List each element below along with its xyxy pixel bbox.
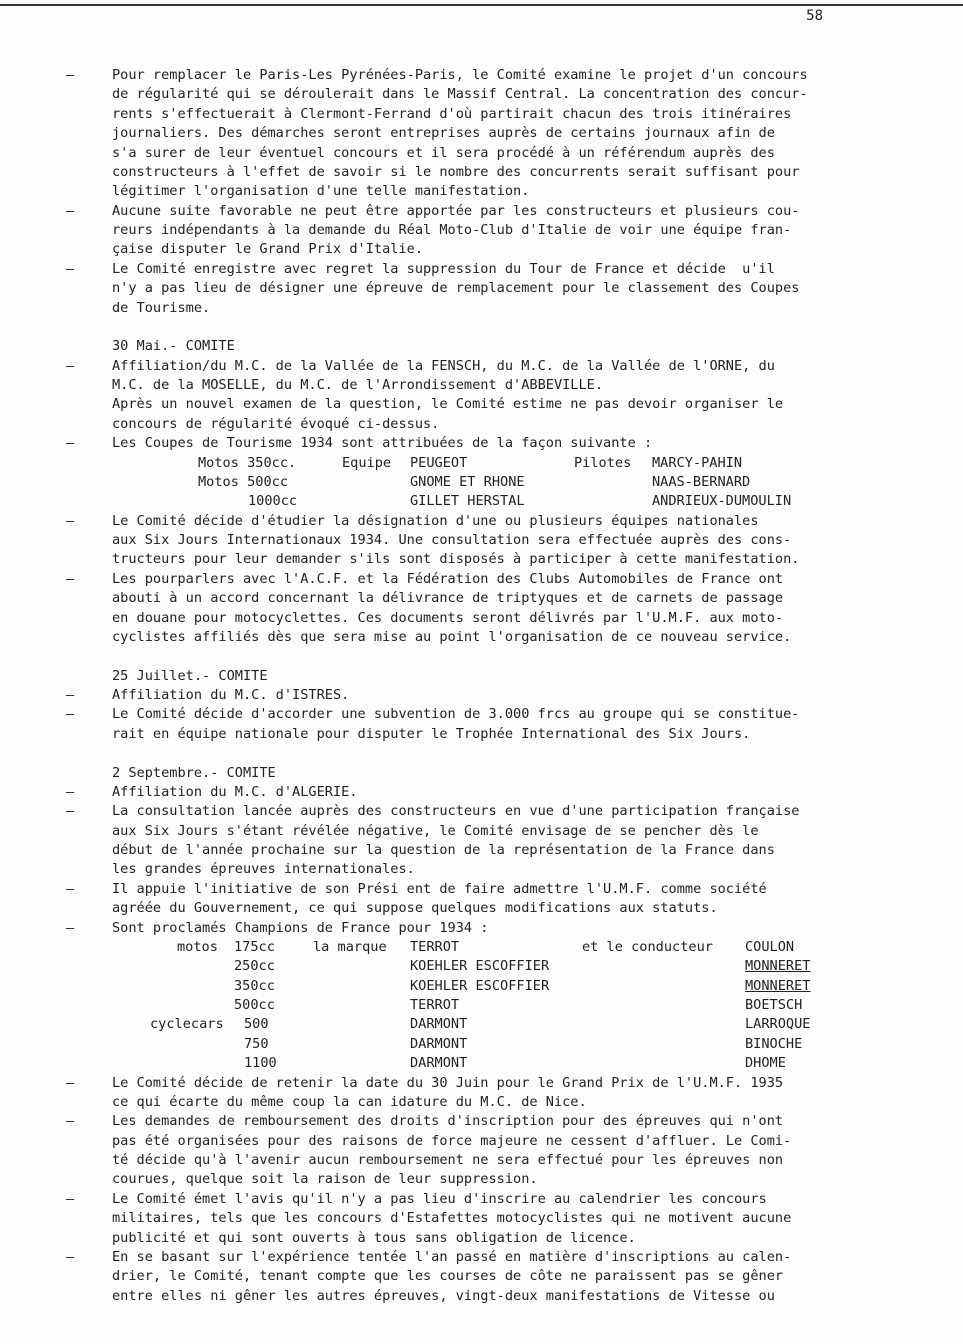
champion-row bbox=[0, 957, 963, 976]
item-line bbox=[0, 1170, 963, 1189]
heading-text: 30 Mai.- COMITE bbox=[112, 338, 235, 355]
item-line bbox=[0, 686, 963, 705]
bullet-dash: — bbox=[66, 67, 75, 83]
item-line bbox=[0, 783, 963, 802]
bullet-dash: — bbox=[66, 880, 75, 897]
section-heading bbox=[0, 337, 963, 356]
champion-row bbox=[0, 1015, 963, 1034]
line-text: La consultation lancée auprès des constructeurs en vue d'une participation française bbox=[112, 803, 800, 820]
line-text: militaires, tels que les concours d'Estafettes motocyclistes qui ne motivent aucune bbox=[112, 1210, 792, 1227]
line-text: Aucune suite favorable ne peut être apportée par les constructeurs et plusieurs cou- bbox=[112, 202, 800, 219]
champion-marque: TERROT bbox=[410, 938, 460, 955]
page-number: 58 bbox=[806, 8, 823, 24]
coupe-equipe: PEUGEOT bbox=[410, 454, 468, 471]
champion-row bbox=[0, 1054, 963, 1073]
item-line bbox=[0, 512, 963, 531]
champion-conducteur: COULON bbox=[745, 938, 795, 955]
champion-category: 250cc bbox=[234, 958, 275, 975]
item-line bbox=[0, 1248, 963, 1267]
line-text: Les pourparlers avec l'A.C.F. et la Fédération des Clubs Automobiles de France ont bbox=[112, 570, 784, 587]
bullet-dash: — bbox=[66, 357, 75, 374]
champion-marque: KOEHLER ESCOFFIER bbox=[410, 958, 550, 975]
bullet-dash: — bbox=[66, 1190, 75, 1207]
pilotes-label: Pilotes bbox=[574, 454, 632, 471]
line-text: publicité et qui sont ouverts à tous sans obligation de licence. bbox=[112, 1229, 636, 1246]
item-line bbox=[0, 124, 963, 143]
bullet-dash: — bbox=[66, 202, 75, 219]
item-line bbox=[0, 85, 963, 104]
line-text: çaise disputer le Grand Prix d'Italie. bbox=[112, 241, 423, 258]
coupe-pilotes: MARCY-PAHIN bbox=[652, 454, 743, 471]
equipe-label: Equipe bbox=[342, 454, 392, 471]
bullet-dash: — bbox=[66, 260, 75, 277]
champion-marque: DARMONT bbox=[410, 1055, 468, 1072]
champion-row bbox=[0, 938, 963, 957]
champion-category: 500 bbox=[244, 1016, 269, 1033]
bullet-dash: — bbox=[66, 570, 75, 587]
line-text: n'y a pas lieu de désigner une épreuve de remplacement pour le classement des Coupes bbox=[112, 280, 800, 297]
line-text: Il appuie l'initiative de son Prési ent de faire admettre l'U.M.F. comme société bbox=[112, 880, 767, 897]
line-text: Les demandes de remboursement des droits d'inscription pour des épreuves qui n'ont bbox=[112, 1113, 784, 1130]
champion-conducteur: DHOME bbox=[745, 1055, 786, 1072]
coupe-category: 1000cc bbox=[248, 493, 298, 510]
champion-conducteur: BINOCHE bbox=[745, 1035, 803, 1052]
item-line bbox=[0, 1229, 963, 1248]
marque-label: la marque bbox=[313, 938, 387, 955]
champion-conducteur: LARROQUE bbox=[745, 1016, 811, 1033]
item-line bbox=[0, 531, 963, 550]
champion-category: 750 bbox=[244, 1035, 269, 1052]
item-line bbox=[0, 182, 963, 201]
item-line bbox=[0, 221, 963, 240]
coupes-row bbox=[0, 492, 963, 511]
line-text: pas été organisées pour des raisons de force majeure ne cessent d'affluer. Le Comi- bbox=[112, 1132, 792, 1149]
item-line bbox=[0, 628, 963, 647]
bullet-dash: — bbox=[66, 687, 75, 703]
item-line bbox=[0, 434, 963, 453]
line-text: de régularité qui se déroulerait dans le Massif Central. La concentration des concur- bbox=[112, 86, 808, 103]
bullet-dash: — bbox=[66, 1074, 75, 1091]
blank-line bbox=[0, 744, 963, 763]
line-text: légitimer l'organisation d'une telle manifestation. bbox=[112, 183, 530, 200]
champion-category: 175cc bbox=[234, 938, 275, 955]
item-line bbox=[0, 1190, 963, 1209]
item-line bbox=[0, 376, 963, 395]
coupe-category: Motos 500cc bbox=[198, 473, 289, 490]
item-line bbox=[0, 880, 963, 899]
bullet-dash: — bbox=[66, 803, 75, 820]
top-rule bbox=[0, 4, 963, 6]
section-heading bbox=[0, 667, 963, 686]
coupe-pilotes: NAAS-BERNARD bbox=[652, 473, 751, 490]
item-line bbox=[0, 66, 963, 85]
line-text: Le Comité émet l'avis qu'il n'y a pas lieu d'inscrire au calendrier les concours bbox=[112, 1190, 767, 1207]
bullet-dash: — bbox=[66, 706, 75, 723]
line-text: Le Comité décide d'étudier la désignation d'une ou plusieurs équipes nationales bbox=[112, 512, 759, 529]
line-text: drier, le Comité, tenant compte que les courses de côte ne paraissent pas se gêner bbox=[112, 1268, 784, 1285]
item-line bbox=[0, 299, 963, 318]
item-line bbox=[0, 1074, 963, 1093]
item-line bbox=[0, 1132, 963, 1151]
item-line bbox=[0, 1151, 963, 1170]
line-text: de Tourisme. bbox=[112, 299, 211, 316]
heading-text: 25 Juillet.- COMITE bbox=[112, 667, 268, 684]
line-text: Les Coupes de Tourisme 1934 sont attribuées de la façon suivante : bbox=[112, 435, 653, 452]
bullet-dash: — bbox=[66, 1248, 75, 1265]
item-line bbox=[0, 105, 963, 124]
champion-conducteur: BOETSCH bbox=[745, 997, 803, 1013]
line-text: té décide qu'à l'avenir aucun remboursement ne sera effectué pour les épreuves non bbox=[112, 1152, 784, 1168]
item-line bbox=[0, 841, 963, 860]
line-text: Le Comité décide d'accorder une subvention de 3.000 frcs au groupe qui se constitue- bbox=[112, 706, 800, 723]
champion-group: motos bbox=[177, 938, 218, 955]
coupe-category: Motos 350cc. bbox=[198, 454, 297, 471]
item-line bbox=[0, 725, 963, 744]
line-text: Affiliation/du M.C. de la Vallée de la FENSCH, du M.C. de la Vallée de l'ORNE, du bbox=[112, 357, 775, 374]
text-line bbox=[0, 415, 963, 434]
item-line bbox=[0, 705, 963, 724]
line-text: concours de régularité évoqué ci-dessus. bbox=[112, 415, 440, 432]
line-text: ce qui écarte du même coup la can idature du M.C. de Nice. bbox=[112, 1093, 587, 1110]
line-text: Affiliation du M.C. d'ISTRES. bbox=[112, 687, 350, 703]
champion-row bbox=[0, 996, 963, 1015]
champion-category: 350cc bbox=[234, 977, 275, 994]
item-line bbox=[0, 1267, 963, 1286]
line-text: constructeurs à l'effet de savoir si le nombre des concurrents serait suffisant pour bbox=[112, 163, 800, 180]
champion-marque: DARMONT bbox=[410, 1016, 468, 1033]
line-text: entre elles ni gêner les autres épreuves, vingt-deux manifestations de Vitesse ou bbox=[112, 1287, 775, 1304]
line-text: journaliers. Des démarches seront entreprises auprès de certains journaux afin de bbox=[112, 125, 775, 142]
coupes-row bbox=[0, 454, 963, 473]
line-text: rait en équipe nationale pour disputer le Trophée International des Six Jours. bbox=[112, 725, 751, 742]
champion-category: 500cc bbox=[234, 997, 275, 1013]
bullet-dash: — bbox=[66, 1113, 75, 1130]
item-line bbox=[0, 570, 963, 589]
text-line bbox=[0, 395, 963, 414]
item-line bbox=[0, 279, 963, 298]
item-line bbox=[0, 822, 963, 841]
champion-row bbox=[0, 1035, 963, 1054]
line-text: aux Six Jours s'étant révélée négative, le Comité envisage de se pencher dès le bbox=[112, 822, 759, 839]
bullet-dash: — bbox=[66, 783, 75, 800]
item-line bbox=[0, 899, 963, 918]
item-line bbox=[0, 163, 963, 182]
champion-marque: KOEHLER ESCOFFIER bbox=[410, 977, 550, 994]
line-text: rents s'effectuerait à Clermont-Ferrand d'où partirait chacun des trois itinéraires bbox=[112, 105, 792, 122]
line-text: En se basant sur l'expérience tentée l'an passé en matière d'inscriptions au calen- bbox=[112, 1248, 792, 1265]
line-text: agréée du Gouvernement, ce qui suppose quelques modifications aux statuts. bbox=[112, 900, 718, 917]
line-text: les grandes épreuves internationales. bbox=[112, 861, 415, 878]
line-text: abouti à un accord concernant la délivrance de triptyques et de carnets de passage bbox=[112, 590, 784, 607]
line-text: cyclistes affiliés dès que sera mise au point l'organisation de ce nouveau service. bbox=[112, 628, 792, 645]
bullet-dash: — bbox=[66, 919, 75, 936]
item-line bbox=[0, 1112, 963, 1131]
blank-line bbox=[0, 647, 963, 666]
coupe-equipe: GNOME ET RHONE bbox=[410, 473, 525, 490]
heading-text: 2 Septembre.- COMITE bbox=[112, 764, 276, 781]
item-line bbox=[0, 609, 963, 628]
item-line bbox=[0, 357, 963, 376]
item-line bbox=[0, 919, 963, 938]
line-text: M.C. de la MOSELLE, du M.C. de l'Arrondissement d'ABBEVILLE. bbox=[112, 377, 604, 393]
line-text: Le Comité enregistre avec regret la suppression du Tour de France et décide u'il bbox=[112, 260, 775, 277]
line-text: Affiliation du M.C. d'ALGERIE. bbox=[112, 783, 358, 800]
item-line bbox=[0, 1209, 963, 1228]
champion-group: cyclecars bbox=[150, 1016, 224, 1033]
item-line bbox=[0, 550, 963, 569]
champion-conducteur: MONNERET bbox=[745, 958, 811, 975]
blank-line bbox=[0, 318, 963, 337]
line-text: Sont proclamés Champions de France pour 1934 : bbox=[112, 919, 489, 936]
item-line bbox=[0, 589, 963, 608]
line-text: Le Comité décide de retenir la date du 30 Juin pour le Grand Prix de l'U.M.F. 1935 bbox=[112, 1074, 784, 1091]
champion-marque: DARMONT bbox=[410, 1035, 468, 1052]
section-heading bbox=[0, 764, 963, 783]
conducteur-label: et le conducteur bbox=[582, 938, 713, 955]
item-line bbox=[0, 1287, 963, 1306]
bullet-dash: — bbox=[66, 435, 75, 452]
item-line bbox=[0, 260, 963, 279]
item-line bbox=[0, 144, 963, 163]
document-body bbox=[0, 66, 963, 1306]
bullet-dash: — bbox=[66, 512, 75, 529]
line-text: début de l'année prochaine sur la question de la représentation de la France dans bbox=[112, 842, 775, 858]
coupe-pilotes: ANDRIEUX-DUMOULIN bbox=[652, 493, 792, 510]
line-text: s'a surer de leur éventuel concours et il sera procédé à un référendum auprès des bbox=[112, 144, 775, 161]
item-line bbox=[0, 802, 963, 821]
line-text: courues, quelque soit la raison de leur suppression. bbox=[112, 1171, 538, 1188]
line-text: reurs indépendants à la demande du Réal Moto-Club d'Italie de voir une équipe fran- bbox=[112, 222, 792, 238]
champion-row bbox=[0, 977, 963, 996]
coupe-equipe: GILLET HERSTAL bbox=[410, 493, 525, 510]
champion-marque: TERROT bbox=[410, 997, 460, 1013]
champion-category: 1100 bbox=[244, 1055, 277, 1072]
item-line bbox=[0, 1093, 963, 1112]
line-text: Après un nouvel examen de la question, le Comité estime ne pas devoir organiser le bbox=[112, 396, 784, 413]
coupes-row bbox=[0, 473, 963, 492]
line-text: Pour remplacer le Paris-Les Pyrénées-Paris, le Comité examine le projet d'un concours bbox=[112, 67, 808, 83]
item-line bbox=[0, 240, 963, 259]
champion-conducteur: MONNERET bbox=[745, 977, 811, 994]
line-text: en douane pour motocyclettes. Ces documents seront délivrés par l'U.M.F. aux moto- bbox=[112, 609, 784, 626]
item-line bbox=[0, 860, 963, 879]
item-line bbox=[0, 202, 963, 221]
line-text: tructeurs pour leur demander s'ils sont disposés à participer à cette manifestation. bbox=[112, 551, 800, 568]
line-text: aux Six Jours Internationaux 1934. Une consultation sera effectuée auprès des cons- bbox=[112, 532, 792, 548]
